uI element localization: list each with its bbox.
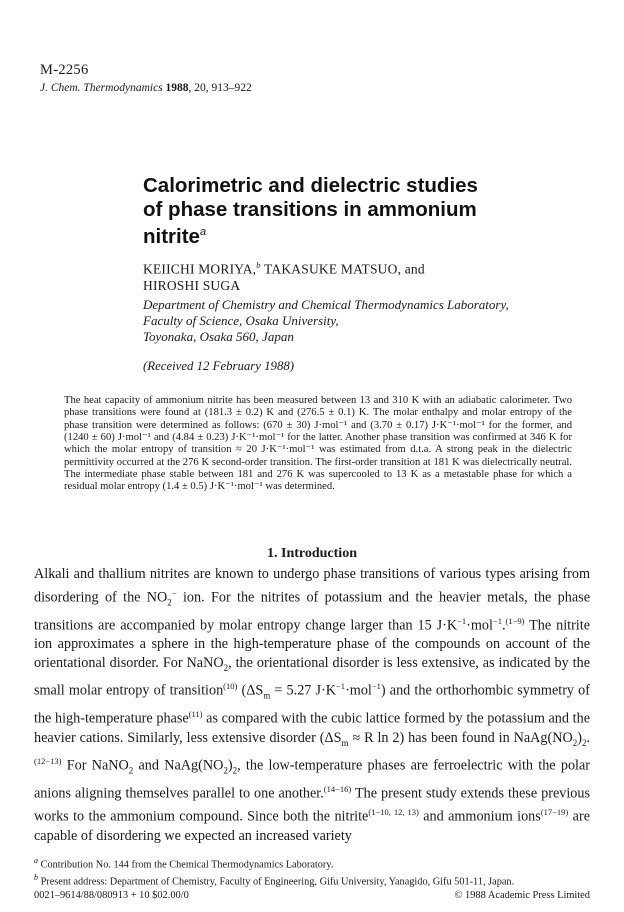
- abstract: [64, 395, 572, 494]
- introduction-paragraph: Alkali and thallium nitrites are known to undergo phase transitions of various types arising from disordering of the $NO_2^-$ ion. For the nitrites of potassium and the heavier metals, the phase transitions are accompanied by molar entropy change larger than 15 $J\cdot K^{-1}\cdot mol^{-1}.^{(1-9)}$ The nitrite ion approximates a sphere in the high-temperature phase of the compounds on account of the orientational disorder. For NaNO$_2$, the orientational disorder is less extensive, as indicated by the small molar entropy of transition$^{(10)}$ ($\Delta S_m = 5.27$ $J\cdot K^{-1}\cdot mol^{-1}$) and the orthorhombic symmetry of the high-temperature phase$^{(11)}$ as compared with the cubic lattice formed by the potassium and the heavier cations. Similarly, less extensive disorder ($\Delta S_m \approx R$ ln 2) has been found in $NaAg(NO_2)_2.^{(12-13)}$ For NaNO$_2$ and $NaAg(NO_2)_2$, the low-temperature phases are ferroelectric with the polar anions aligning themselves parallel to one another.$^{(14-16)}$ The present study extends these previous works to the ammonium compound. Since both the nitrite$^{(1-10, 12, 13)}$ and ammonium ions$^{(17-19)}$ are capable of disordering we expected an increased variety: [34, 566, 591, 844]
- author-suga: HIROSHI SUGA: [143, 278, 241, 293]
- section-heading: 1. Introduction: [267, 546, 357, 561]
- article-title: [143, 174, 483, 249]
- manuscript-code: M-2256: [40, 62, 89, 78]
- affiliation-line: Toyonaka, Osaka 560, Japan: [143, 329, 294, 344]
- journal-citation: [40, 82, 252, 94]
- title-text: Calorimetric and dielectric studies of phase transitions in ammonium nitrite: [143, 174, 478, 249]
- title-footnote-mark: a: [199, 226, 207, 239]
- journal-year: 1988: [165, 82, 189, 94]
- author-matsuo: TAKASUKE MATSUO, and: [260, 261, 425, 277]
- affiliation-line: Faculty of Science, Osaka University,: [143, 313, 339, 328]
- journal-issue: , 20, 913–922: [188, 82, 252, 94]
- footnote-b: $^b$ Present address: Department of Chemistry, Faculty of Engineering, Gifu University, Yanagido, Gifu 501-11, Japan.: [34, 873, 515, 888]
- author-footnote-mark: b: [256, 260, 261, 270]
- affiliation-line: Department of Chemistry and Chemical Thermodynamics Laboratory,: [143, 297, 509, 312]
- affiliation: [143, 297, 543, 345]
- footnote-a: $^a$ Contribution No. 144 from the Chemical Thermodynamics Laboratory.: [34, 856, 334, 871]
- copyright: © 1988 Academic Press Limited: [454, 890, 590, 901]
- footnotes: [34, 855, 590, 889]
- received-date: (Received 12 February 1988): [143, 359, 295, 373]
- journal-name: J. Chem. Thermodynamics: [40, 82, 163, 94]
- introduction-body: [34, 565, 590, 845]
- abstract-text: The heat capacity of ammonium nitrite has been measured between 13 and 310 K with an adiabatic calorimeter. Two phase transitions were found at (181.3 ± 0.2) K and (276.5 ± 0.1) K. The molar enthalpy and molar entropy of the phase transition were determined as follows: (670 ± 30) J·mol⁻¹ and (3.70 ± 0.17) J·K⁻¹·mol⁻¹ for the former, and (1240 ± 60) J·mol⁻¹ and (4.84 ± 0.23) J·K⁻¹·mol⁻¹ for the latter. Another phase transition was confirmed at 346 K for which the molar entropy of transition ≈ 20 J·K⁻¹·mol⁻¹ was estimated from d.t.a. A strong peak in the dielectric permittivity occurred at the 276 K second-order transition. The first-order transition at 181 K was dielectrically neutral. The intermediate phase stable between 181 and 276 K was supercooled to 13 K as a metastable phase for which a residual molar entropy (1.4 ± 0.5) J·K⁻¹·mol⁻¹ was determined.: [64, 395, 572, 493]
- authors: [143, 257, 523, 295]
- author-moriya: KEIICHI MORIYA,: [143, 261, 257, 277]
- issn-price: 0021–9614/88/080913 + 10 $02.00/0: [34, 890, 189, 901]
